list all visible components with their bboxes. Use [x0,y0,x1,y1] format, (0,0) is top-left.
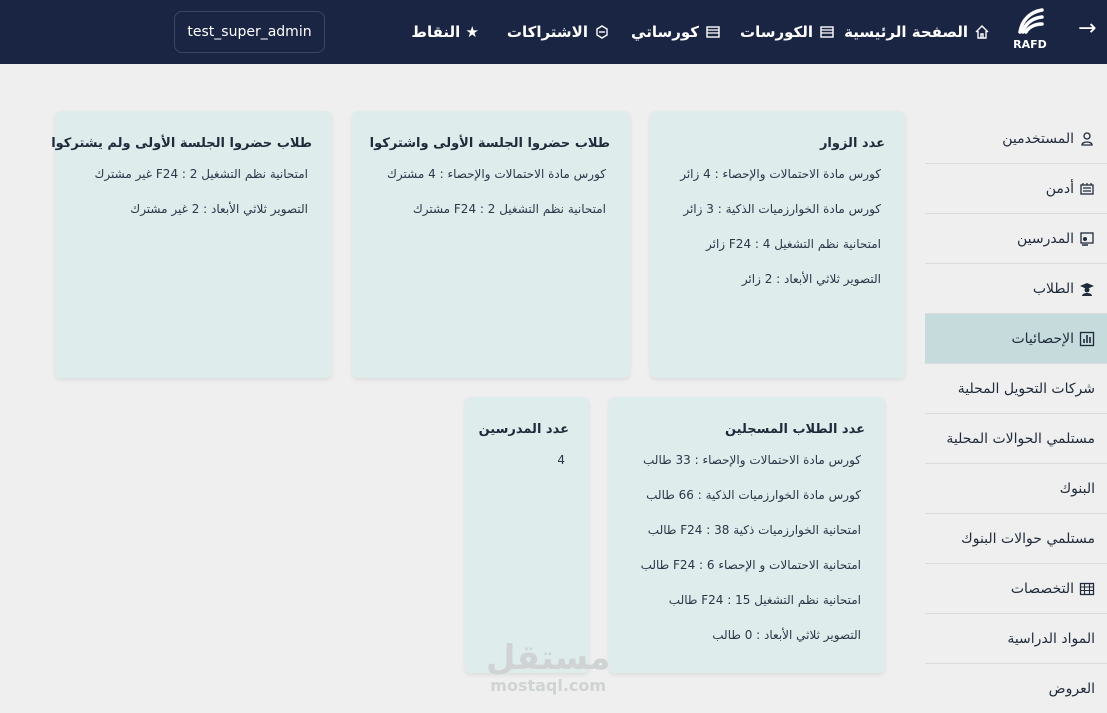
nav-subscriptions[interactable] [507,20,610,44]
card-title: عدد الزوار [819,136,885,151]
sidebar-item-label: البنوك [1059,480,1095,497]
sidebar-item-label: المستخدمين [1002,130,1074,147]
sidebar [925,114,1107,713]
user-icon [1079,131,1095,147]
sidebar-item-teachers[interactable] [925,214,1107,264]
watermark-url: mostaql.com [490,676,607,695]
stat-card-teachers [465,397,589,673]
nav-points[interactable] [411,20,479,44]
nav-points-label: ★ النقاط [411,23,479,41]
arrow-right-icon[interactable]: → [1078,16,1097,41]
nav-courses-label: الكورسات [740,23,813,41]
sidebar-item-label: مستلمي الحوالات المحلية [946,430,1095,447]
card-title: عدد المدرسين [478,422,569,437]
sidebar-item-offers[interactable] [925,664,1107,713]
card-line: كورس مادة الخوارزميات الذكية : 66 طالب [646,488,861,502]
nav-my-courses[interactable] [631,20,721,44]
sidebar-item-users[interactable] [925,114,1107,164]
card-line: كورس مادة الاحتمالات والإحصاء : 4 زائر [680,167,881,181]
grid-icon [1079,581,1095,597]
sidebar-item-label: العروض [1048,680,1095,697]
sidebar-item-students[interactable] [925,264,1107,314]
book-icon [705,24,721,40]
sidebar-item-local-transfer-recipients[interactable] [925,414,1107,464]
card-line: امتحانية نظم التشغيل F24 : 2 غير مشترك [94,167,308,181]
sidebar-item-label: شركات التحويل المحلية [957,380,1095,397]
sidebar-item-subjects[interactable] [925,614,1107,664]
watermark-arabic: مستقل [486,638,611,678]
nav-courses[interactable] [740,20,835,44]
card-line: كورس مادة الاحتمالات والإحصاء : 4 مشترك [387,167,606,181]
sidebar-item-statistics[interactable] [925,314,1107,364]
nav-home-label: الصفحة الرئيسية [844,23,968,41]
sidebar-item-banks[interactable] [925,464,1107,514]
card-line: كورس مادة الاحتمالات والإحصاء : 33 طالب [643,453,861,467]
sidebar-item-specializations[interactable] [925,564,1107,614]
card-line: التصوير ثلاثي الأبعاد : 2 زائر [741,272,881,286]
rafd-logo-icon [1014,6,1046,36]
card-line: امتحانية نظم التشغيل F24 : 2 مشترك [412,202,606,216]
stats-icon [1079,331,1095,347]
stat-card-attended-subscribed [352,111,630,378]
card-line: امتحانية نظم التشغيل F24 : 4 زائر [706,237,881,251]
card-line: كورس مادة الخوارزميات الذكية : 3 زائر [683,202,881,216]
card-line: امتحانية نظم التشغيل F24 : 15 طالب [668,593,861,607]
admin-icon [1079,181,1095,197]
nav-home[interactable] [844,20,990,44]
teacher-icon [1079,231,1095,247]
nav-subscriptions-label: الاشتراكات [506,23,588,41]
sidebar-item-local-transfer-companies[interactable] [925,364,1107,414]
stat-card-attended-not-subscribed [51,111,332,378]
sidebar-item-label: الطلاب [1032,280,1074,297]
sidebar-item-label: المدرسين [1017,230,1074,247]
stat-card-registered-students [609,397,885,673]
top-navbar [0,0,1107,64]
home-icon [974,24,990,40]
subscription-icon [594,24,610,40]
teachers-count: 4 [557,453,565,467]
card-line: التصوير ثلاثي الأبعاد : 0 طالب [712,628,861,642]
sidebar-item-label: مستلمي حوالات البنوك [961,530,1095,547]
sidebar-item-label: الإحصائيات [1011,330,1074,347]
nav-my-courses-label: كورساتي [631,23,699,41]
sidebar-item-label: المواد الدراسية [1007,630,1095,647]
card-line: امتحانية الخوارزميات ذكية F24 : 38 طالب [647,523,861,537]
watermark [486,640,610,695]
card-title: عدد الطلاب المسجلين [724,422,865,437]
user-menu-button[interactable]: test_super_admin [174,11,325,53]
card-title: طلاب حضروا الجلسة الأولى واشتركوا [369,136,610,151]
card-line: التصوير ثلاثي الأبعاد : 2 غير مشترك [130,202,308,216]
logo-text: RAFD [1013,38,1047,51]
stat-card-visitors [650,111,905,378]
sidebar-item-label: التخصصات [1010,580,1074,597]
sidebar-item-bank-transfer-recipients[interactable] [925,514,1107,564]
card-line: امتحانية الاحتمالات و الإحصاء F24 : 6 طالب [640,558,861,572]
book-icon [819,24,835,40]
student-icon [1079,281,1095,297]
card-title: طلاب حضروا الجلسة الأولى ولم يشتركوا [51,136,312,151]
sidebar-item-admin[interactable] [925,164,1107,214]
sidebar-item-label: أدمن [1045,180,1074,197]
rafd-logo[interactable] [1010,6,1050,58]
